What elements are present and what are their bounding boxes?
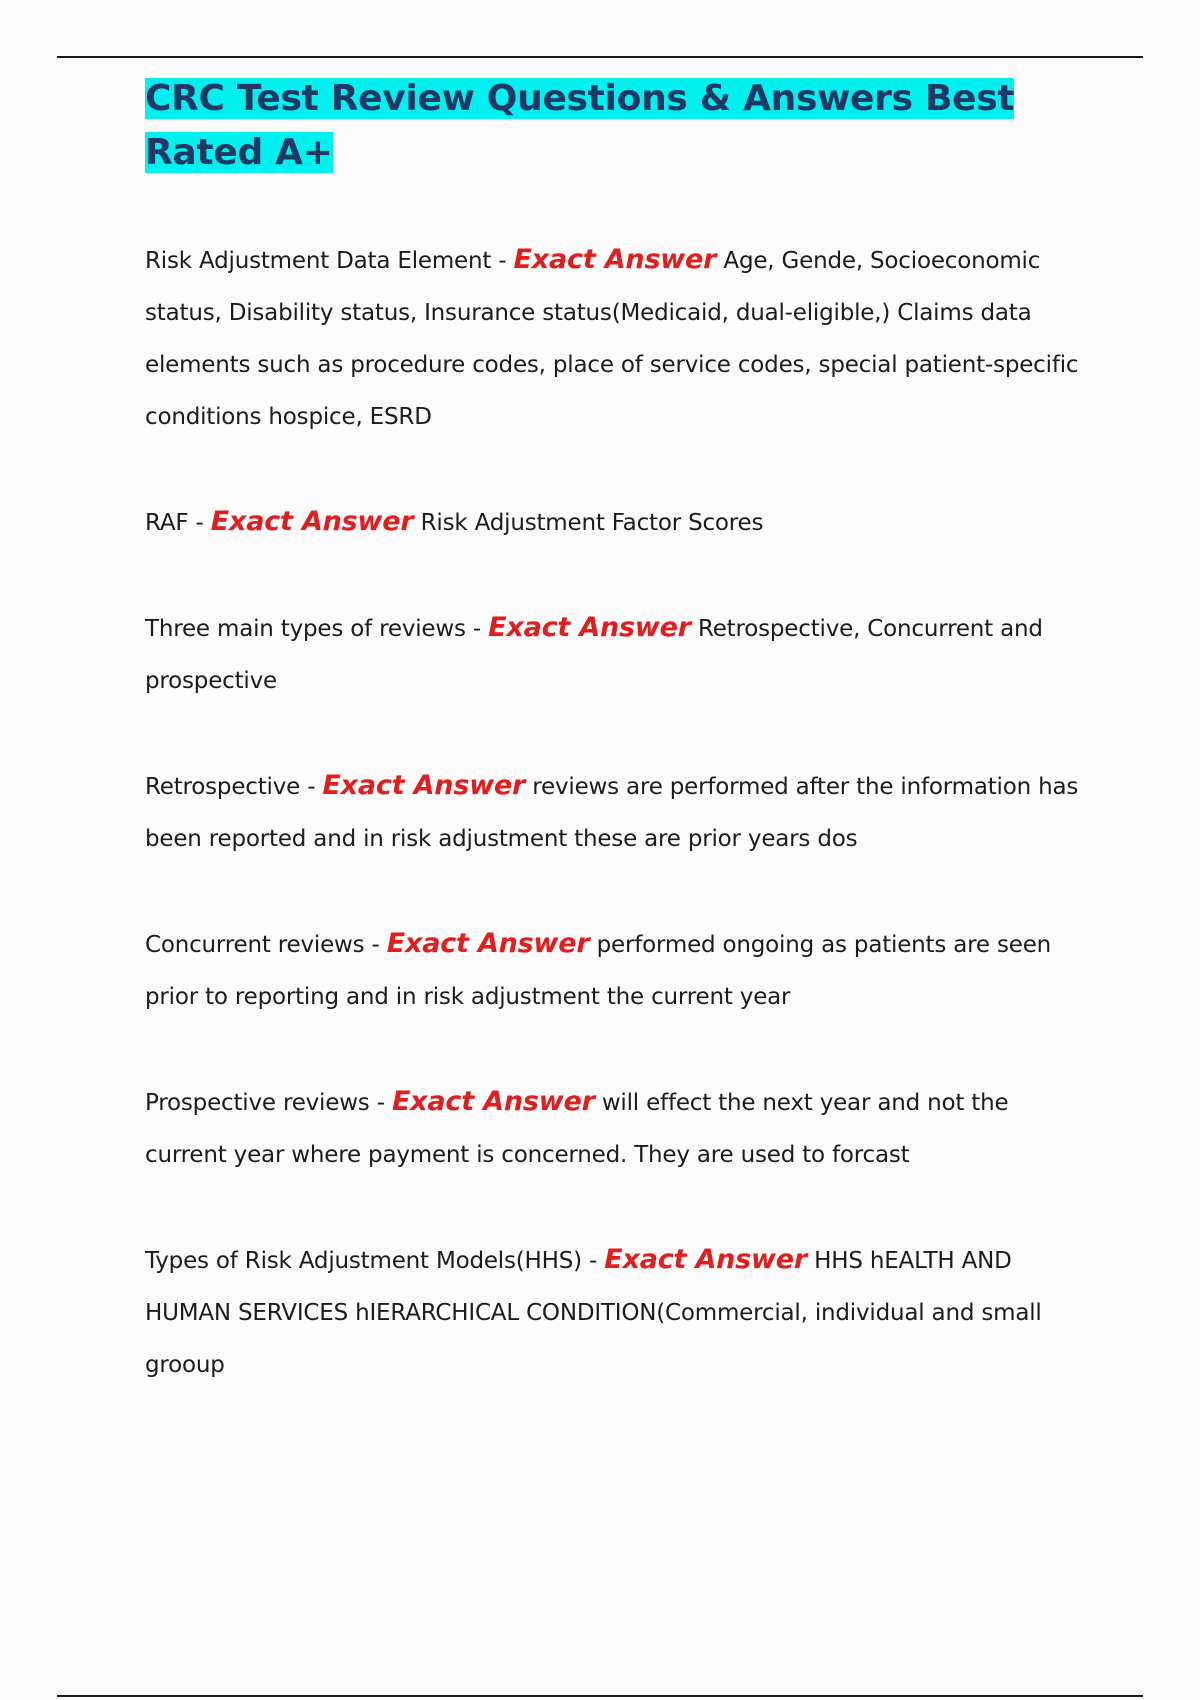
qa-separator: - [581, 1248, 605, 1274]
qa-question: Retrospective [145, 774, 301, 800]
qa-answer: Age, Gende, Socioeconomic status, Disability status, Insurance status(Medicaid, dual-eligible,) Claims data elements such as procedure codes, place of service codes, special patient-specific conditions hospice, ESRD [145, 248, 1079, 430]
qa-question: Types of Risk Adjustment Models(HHS) [145, 1248, 582, 1274]
answer-marker: Exact Answer [488, 612, 691, 643]
qa-answer: reviews are performed after the information has been reported and in risk adjustment these are prior years dos [145, 774, 1079, 852]
qa-separator: - [188, 510, 211, 536]
qa-separator: - [300, 774, 323, 800]
qa-list [145, 234, 1090, 1391]
qa-separator: - [465, 616, 489, 642]
qa-question: Risk Adjustment Data Element [145, 248, 492, 274]
qa-answer: Risk Adjustment Factor Scores [420, 510, 764, 536]
qa-question: Concurrent reviews [145, 932, 365, 958]
document-body [145, 72, 1090, 1444]
answer-marker: Exact Answer [210, 506, 414, 537]
qa-item [145, 1234, 1090, 1391]
bottom-rule [57, 1695, 1143, 1697]
qa-question: Three main types of reviews [145, 616, 466, 642]
qa-item [145, 1076, 1090, 1181]
qa-separator: - [364, 932, 387, 958]
answer-marker: Exact Answer [604, 1244, 807, 1275]
qa-separator: - [369, 1090, 392, 1116]
qa-question: Prospective reviews [145, 1090, 370, 1116]
title-highlight: CRC Test Review Questions & Answers Best Rated A+ [145, 78, 1015, 173]
qa-item [145, 496, 1090, 549]
document-title [145, 72, 1090, 180]
answer-marker: Exact Answer [391, 1086, 595, 1117]
qa-answer: Retrospective, Concurrent and prospective [145, 616, 1043, 694]
top-rule [57, 56, 1143, 58]
qa-separator: - [491, 248, 514, 274]
qa-answer: HHS hEALTH AND HUMAN SERVICES hIERARCHICAL CONDITION(Commercial, individual and small grooup [145, 1248, 1042, 1378]
answer-marker: Exact Answer [386, 928, 590, 959]
qa-answer: will effect the next year and not the current year where payment is concerned. They are used to forcast [145, 1090, 1009, 1168]
qa-item [145, 918, 1090, 1023]
qa-question: RAF [145, 510, 189, 536]
qa-item [145, 602, 1090, 707]
answer-marker: Exact Answer [322, 770, 526, 801]
qa-item [145, 760, 1090, 865]
answer-marker: Exact Answer [513, 244, 717, 275]
qa-answer: performed ongoing as patients are seen prior to reporting and in risk adjustment the current year [145, 932, 1052, 1010]
qa-item [145, 234, 1090, 443]
